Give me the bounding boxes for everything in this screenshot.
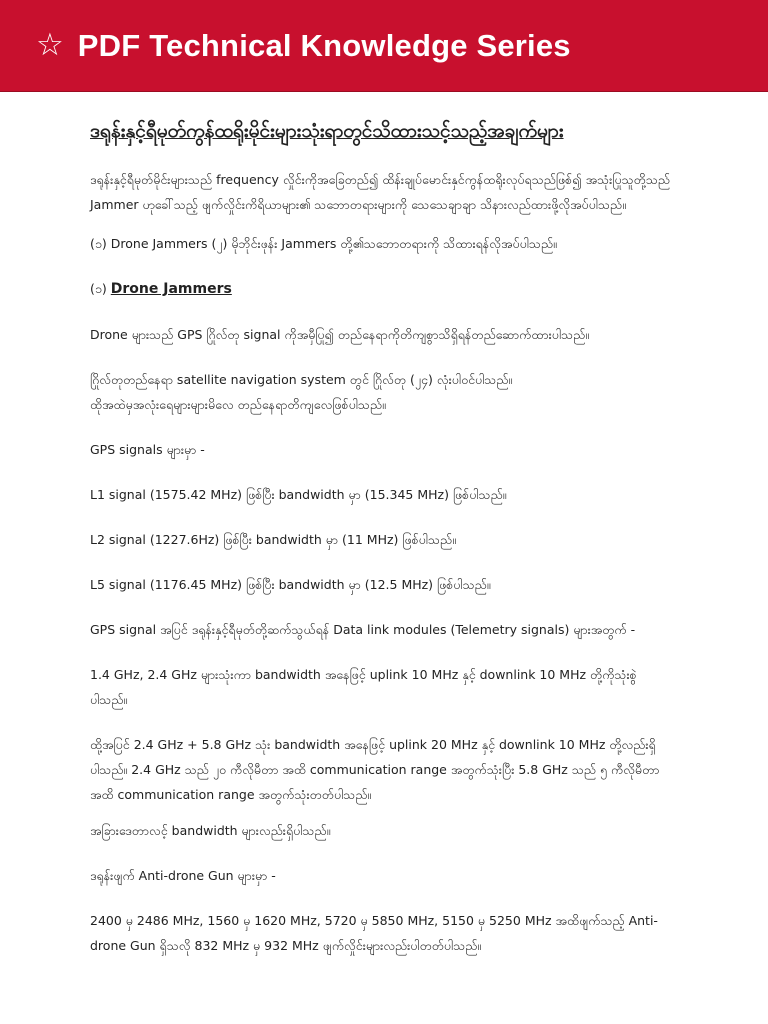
paragraph-3: ထိုအထဲမှအလုံးရေများများမိလေ တည်နေရာတိကျလေဖြစ်ပါသည်။ xyxy=(90,396,386,412)
document-body xyxy=(90,118,670,969)
paragraph-6: L2 signal (1227.6Hz) ဖြစ်ပြီး bandwidth မှာ (11 MHz) ဖြစ်ပါသည်။ xyxy=(90,531,456,547)
header-banner xyxy=(0,0,768,92)
overview-paragraph: (၁) Drone Jammers (၂) မိုဘိုင်းဖုန်း Jammers တို့၏သဘောတရားကို သိထားရန်လိုအပ်ပါသည်။ xyxy=(90,235,557,251)
section-heading xyxy=(90,276,670,302)
paragraph-5: L1 signal (1575.42 MHz) ဖြစ်ပြီး bandwidth မှာ (15.345 MHz) ဖြစ်ပါသည်။ xyxy=(90,486,507,502)
paragraph-8: GPS signal အပြင် ဒရုန်းနှင့်ရီမုတ်တို့ဆက်သွယ်ရန် Data link modules (Telemetry signals) များအတွက် - xyxy=(90,621,636,637)
section-title: Drone Jammers xyxy=(110,280,232,297)
paragraph-10: ထို့အပြင် 2.4 GHz + 5.8 GHz သုံး bandwidth အနေဖြင့် uplink 20 MHz နှင့် downlink 10 MHz တို့လည်းရှိပါသည်။ 2.4 GHz သည် ၂၀ ကီလိုမီတာ အထိ communication range အတွက်သုံးပြီး 5.8 GHz သည် ၅ ကီလိုမီတာ အထိ communication range အတွက်သုံးတတ်ပါသည်။ xyxy=(90,736,660,802)
paragraph-11: အခြားဒေတာလင့် bandwidth များလည်းရှိပါသည်။ xyxy=(90,822,331,838)
paragraph-9: 1.4 GHz, 2.4 GHz များသုံးကာ bandwidth အနေဖြင့် uplink 10 MHz နှင့် downlink 10 MHz တို့ကိုသုံးစွဲပါသည်။ xyxy=(90,666,637,707)
star-icon: ☆ xyxy=(36,27,64,63)
header-title: PDF Technical Knowledge Series xyxy=(77,27,571,63)
paragraph-13: 2400 မှ 2486 MHz, 1560 မှ 1620 MHz, 5720 မှ 5850 MHz, 5150 မှ 5250 MHz အထိဖျက်သည့် Anti-drone Gun ရှိသလို 832 MHz မှ 932 MHz ဖျက်လှိုင်းများလည်းပါတတ်ပါသည်။ xyxy=(90,912,658,953)
intro-paragraph: ဒရုန်းနှင့်ရီမုတ်မိုင်းများသည် frequency လှိုင်းကိုအခြေတည်၍ ထိန်းချုပ်မောင်းနှင်ကွန်ထရိုးလုပ်ရသည်ဖြစ်၍ အသုံးပြုသူတို့သည် Jammer ဟုခေါ်သည့် ဖျက်လှိုင်းကိရိယာများ၏ သဘောတရားများကို သေသေချာချာ သိနားလည်ထားဖို့လိုအပ်ပါသည်။ xyxy=(90,171,670,212)
paragraph-4: GPS signals များမှာ - xyxy=(90,441,205,457)
section-number: (၁) xyxy=(90,280,107,296)
paragraph-2: ဂြိုလ်တုတည်နေရာ satellite navigation system တွင် ဂြိုလ်တု (၂၄) လုံးပါဝင်ပါသည်။ xyxy=(90,371,513,387)
paragraph-1: Drone များသည် GPS ဂြိုလ်တု signal ကိုအမှီပြု၍ တည်နေရာကိုတိကျစွာသိရှိရန်တည်ဆောက်ထားပါသည်။ xyxy=(90,326,590,342)
paragraph-12: ဒရုန်းဖျက် Anti-drone Gun များမှာ - xyxy=(90,867,276,883)
document-title: ဒရုန်းနှင့်ရီမုတ်ကွန်ထရိုးမိုင်းများသုံးရာတွင်သိထားသင့်သည့်အချက်များ xyxy=(90,120,564,142)
paragraph-7: L5 signal (1176.45 MHz) ဖြစ်ပြီး bandwidth မှာ (12.5 MHz) ဖြစ်ပါသည်။ xyxy=(90,576,491,592)
